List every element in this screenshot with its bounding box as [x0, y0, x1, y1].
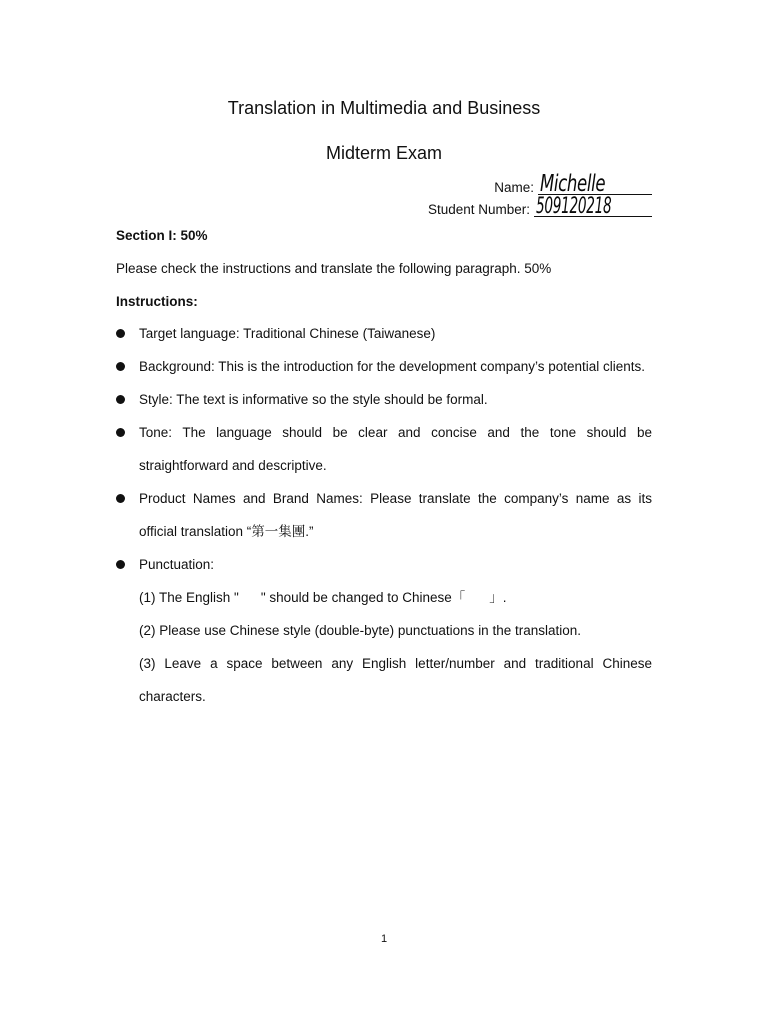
list-item: [116, 416, 652, 482]
instruction-text: Punctuation:: [139, 557, 215, 572]
instructions-heading: Instructions:: [116, 294, 198, 309]
bullet-icon: [116, 362, 125, 371]
page-number: 1: [380, 933, 388, 945]
document-title: Translation in Multimedia and Business: [227, 98, 541, 118]
name-signature: Michelle: [540, 171, 606, 197]
list-item: [116, 482, 652, 548]
student-number-line: [534, 196, 652, 217]
list-item: [116, 383, 652, 416]
instruction-text: Style: The text is informative so the style should be formal.: [139, 392, 488, 407]
bullet-icon: [116, 428, 125, 437]
rule-1-part-c: 」.: [489, 590, 507, 605]
student-number-field: [428, 196, 652, 217]
list-item: [116, 350, 652, 383]
document-subtitle: Midterm Exam: [325, 143, 442, 163]
instruction-text: Product Names and Brand Names: Please translate the company’s name as its official translation “第一集團.”: [139, 491, 652, 539]
punctuation-rule-2: (2) Please use Chinese style (double-byte) punctuations in the translation.: [139, 623, 581, 638]
instruction-text: Target language: Traditional Chinese (Taiwanese): [139, 326, 436, 341]
bullet-icon: [116, 560, 125, 569]
instruction-text: Tone: The language should be clear and concise and the tone should be straightforward and descriptive.: [139, 425, 652, 473]
list-item: [116, 548, 652, 713]
bullet-icon: [116, 494, 125, 503]
instruction-text: Background: This is the introduction for the development company’s potential clients.: [139, 359, 646, 374]
bullet-icon: [116, 329, 125, 338]
student-number-label: Student Number:: [427, 202, 530, 217]
name-label: Name:: [494, 180, 534, 195]
student-number-handwriting: 509120218: [536, 194, 612, 219]
punctuation-rule-1: [139, 581, 652, 614]
rule-1-part-b: " should be changed to Chinese「: [260, 590, 466, 605]
list-item: [116, 317, 652, 350]
bullet-icon: [116, 395, 125, 404]
instructions-list: [116, 317, 652, 713]
rule-1-part-a: (1) The English ": [139, 590, 239, 605]
section-heading: Section I: 50%: [116, 228, 208, 243]
name-field: [494, 171, 652, 197]
name-line: [538, 171, 652, 197]
punctuation-rule-3: (3) Leave a space between any English letter/number and traditional Chinese characters.: [139, 656, 652, 704]
section-prompt: Please check the instructions and translate the following paragraph. 50%: [116, 261, 552, 276]
